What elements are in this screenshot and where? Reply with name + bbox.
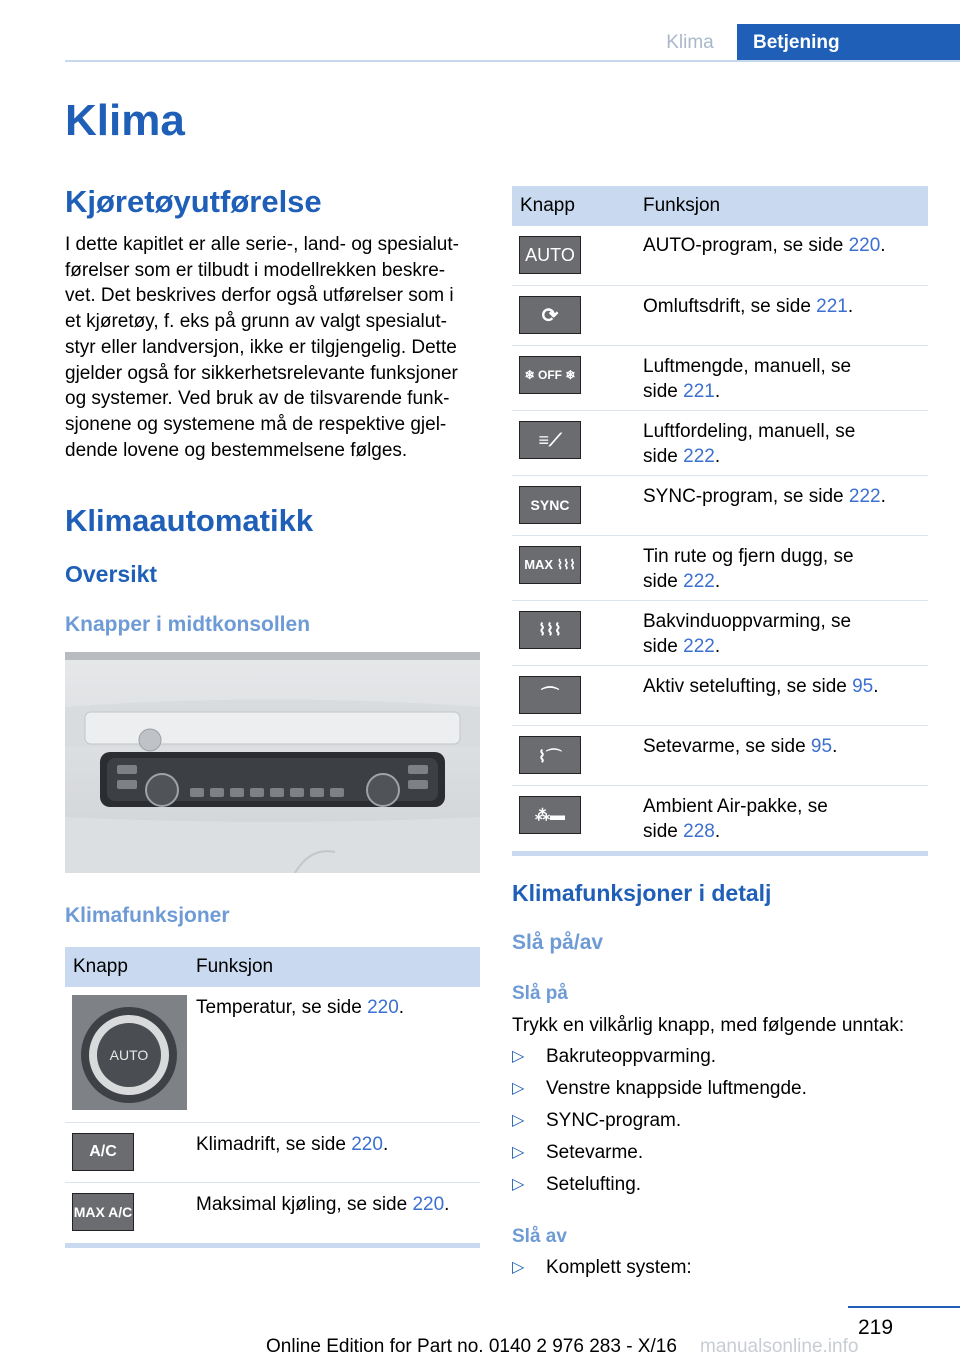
header-section-label: Klima	[666, 32, 714, 53]
knob-label: AUTO	[109, 1047, 149, 1063]
function-label: SYNC-program, se side	[643, 486, 849, 507]
heading-klimaautomatikk: Klimaautomatikk	[65, 503, 314, 538]
page-number: 219	[858, 1316, 894, 1339]
heading-klimafunksjoner: Klimafunksjoner	[65, 904, 230, 927]
table-end-bar	[65, 1243, 480, 1248]
function-label: Luftfordeling, manuell, se	[643, 421, 856, 442]
header-tab-betjening: Betjening	[737, 24, 960, 62]
punctuation: .	[832, 736, 838, 757]
list-item-text: Setevarme.	[546, 1142, 644, 1163]
function-label-cont: side	[643, 381, 684, 402]
function-label: Ambient Air-pakke, se	[643, 796, 828, 817]
function-label: Omluftsdrift, se side	[643, 296, 817, 317]
row-function-text	[643, 674, 879, 699]
function-label-cont: side	[643, 571, 684, 592]
ambient-air-icon: ⁂▬	[519, 796, 581, 834]
page-link[interactable]: 222	[683, 446, 715, 467]
ac-icon: A/C	[72, 1133, 134, 1171]
right-function-table	[512, 186, 928, 856]
table-row	[512, 346, 928, 411]
row-function-text	[196, 1132, 388, 1157]
table-row	[65, 987, 480, 1123]
table-row	[512, 666, 928, 726]
page-link[interactable]: 221	[816, 296, 848, 317]
table-row	[512, 726, 928, 786]
fan-speed-icon: ❄ OFF ❄	[519, 356, 581, 394]
row-function-text	[643, 233, 886, 258]
table-row	[512, 601, 928, 666]
row-function-text	[643, 354, 851, 404]
page-link[interactable]: 228	[683, 821, 715, 842]
punctuation: .	[382, 1134, 389, 1155]
table-row	[512, 786, 928, 851]
bullet-icon: ▷	[512, 1144, 525, 1161]
paragraph-line: dende lovene og bestemmelsene følges.	[65, 439, 408, 461]
punctuation: .	[714, 571, 721, 592]
paragraph-line: styr eller landversjon, ikke er tilgjengelig. Dette	[65, 336, 457, 358]
function-label: Maksimal kjøling, se side	[196, 1194, 413, 1215]
paragraph-line: sjonene og systemene må de respektive gjel‐	[65, 413, 447, 435]
center-console-image	[65, 652, 480, 873]
table-header	[512, 186, 928, 226]
paragraph-line: gjelder også for sikkerhetsrelevante funksjoner	[65, 362, 458, 384]
row-function-text	[643, 734, 837, 759]
header-funksjon: Funksjon	[643, 195, 721, 216]
page-link[interactable]: 222	[683, 636, 715, 657]
list-item-text: SYNC-program.	[546, 1110, 682, 1131]
page-link[interactable]: 222	[848, 486, 881, 507]
bullet-icon: ▷	[512, 1259, 525, 1276]
page-link[interactable]: 222	[683, 571, 715, 592]
function-label: Aktiv setelufting, se side	[643, 676, 853, 697]
bullet-icon: ▷	[512, 1112, 525, 1129]
paragraph-line: et kjøretøy, f. eks på grunn av valgt spesialut‐	[65, 311, 447, 333]
function-label: Setevarme, se side	[643, 736, 811, 757]
function-label: Tin rute og fjern dugg, se	[643, 546, 854, 567]
page-link[interactable]: 95	[810, 736, 833, 757]
table-row	[512, 476, 928, 536]
table-row	[512, 226, 928, 286]
heading-buttons-console: Knapper i midtkonsollen	[65, 613, 311, 636]
punctuation: .	[714, 381, 721, 402]
function-label: Klimadrift, se side	[196, 1134, 352, 1155]
temperature-knob-icon	[72, 995, 187, 1110]
page-title: Klima	[65, 96, 185, 145]
bullet-icon: ▷	[512, 1048, 525, 1065]
max-defrost-icon: MAX ⌇⌇⌇	[519, 546, 581, 584]
row-function-text	[643, 419, 855, 469]
max-ac-icon: MAX A/C	[72, 1193, 134, 1231]
footer-edition: Online Edition for Part no. 0140 2 976 283 - X/16	[266, 1336, 677, 1357]
paragraph-line: førelser som er tilbudt i modellrekken beskre‐	[65, 259, 446, 281]
row-function-text	[643, 544, 854, 594]
paragraph-line: vet. Det beskrives derfor også utførelser som i	[65, 285, 454, 307]
page-link[interactable]: 221	[683, 381, 715, 402]
recirculation-icon: ⟳	[519, 296, 581, 334]
table-row	[65, 1123, 480, 1183]
function-label-cont: side	[643, 446, 684, 467]
page-link[interactable]: 220	[412, 1194, 445, 1215]
punctuation: .	[714, 636, 721, 657]
left-function-table	[65, 947, 480, 1248]
on-paragraph: Trykk en vilkårlig knapp, med følgende unntak:	[512, 1015, 905, 1036]
header-knapp: Knapp	[520, 195, 575, 216]
heading-detail: Klimafunksjoner i detalj	[512, 880, 772, 906]
list-item-text: Bakruteoppvarming.	[546, 1046, 717, 1067]
heading-oversikt: Oversikt	[65, 561, 158, 587]
table-end-bar	[512, 851, 928, 856]
heading-onoff: Slå på/av	[512, 931, 604, 954]
function-label: Bakvinduoppvarming, se	[643, 611, 852, 632]
heading-vehicle: Kjøretøyutførelse	[65, 184, 322, 219]
seat-ventilation-icon: ⌒	[519, 676, 581, 714]
function-label: AUTO-program, se side	[643, 235, 849, 256]
auto-icon: AUTO	[519, 236, 581, 274]
bullet-icon: ▷	[512, 1176, 525, 1193]
punctuation: .	[880, 235, 886, 256]
table-header	[65, 947, 480, 987]
paragraph-line: I dette kapitlet er alle serie-, land- og spesialut‐	[65, 234, 459, 255]
heading-on: Slå på	[512, 983, 568, 1004]
punctuation: .	[444, 1194, 450, 1215]
punctuation: .	[873, 676, 879, 697]
function-label-cont: side	[643, 821, 684, 842]
header-rule	[65, 60, 960, 62]
function-label: Temperatur, se side	[196, 997, 368, 1018]
header-knapp: Knapp	[73, 956, 128, 977]
table-row	[512, 286, 928, 346]
function-label: Luftmengde, manuell, se	[643, 356, 852, 377]
paragraph-line: og systemer. Ved bruk av de tilsvarende funk‐	[65, 388, 450, 410]
punctuation: .	[880, 486, 886, 507]
seat-heating-icon: ⌇⌒	[519, 736, 581, 774]
punctuation: .	[714, 821, 721, 842]
sync-icon: SYNC	[519, 486, 581, 524]
page-link[interactable]: 220	[367, 997, 399, 1018]
footer-watermark: manualsonline.info	[700, 1336, 859, 1357]
page-link[interactable]: 220	[351, 1134, 383, 1155]
punctuation: .	[714, 446, 721, 467]
heading-off: Slå av	[512, 1226, 567, 1247]
punctuation: .	[847, 296, 854, 317]
header-funksjon: Funksjon	[196, 956, 274, 977]
row-function-text	[643, 484, 886, 509]
page-link[interactable]: 95	[852, 676, 874, 697]
vehicle-paragraph	[65, 232, 485, 463]
rear-defrost-icon: ⌇⌇⌇	[519, 611, 581, 649]
table-row	[512, 411, 928, 476]
page-link[interactable]: 220	[848, 235, 881, 256]
list-item-text: Komplett system:	[546, 1257, 692, 1278]
footer-rule	[848, 1306, 960, 1308]
row-function-text	[643, 609, 851, 659]
row-function-text	[196, 995, 404, 1020]
air-distribution-icon: ≡⟋	[519, 421, 581, 459]
punctuation: .	[398, 997, 405, 1018]
bullet-icon: ▷	[512, 1080, 525, 1097]
row-function-text	[643, 294, 853, 319]
function-label-cont: side	[643, 636, 684, 657]
row-function-text	[643, 794, 828, 844]
row-function-text	[196, 1192, 449, 1217]
table-row	[512, 536, 928, 601]
list-item-text: Setelufting.	[546, 1174, 642, 1195]
list-item-text: Venstre knappside luftmengde.	[546, 1078, 807, 1099]
table-row	[65, 1183, 480, 1243]
